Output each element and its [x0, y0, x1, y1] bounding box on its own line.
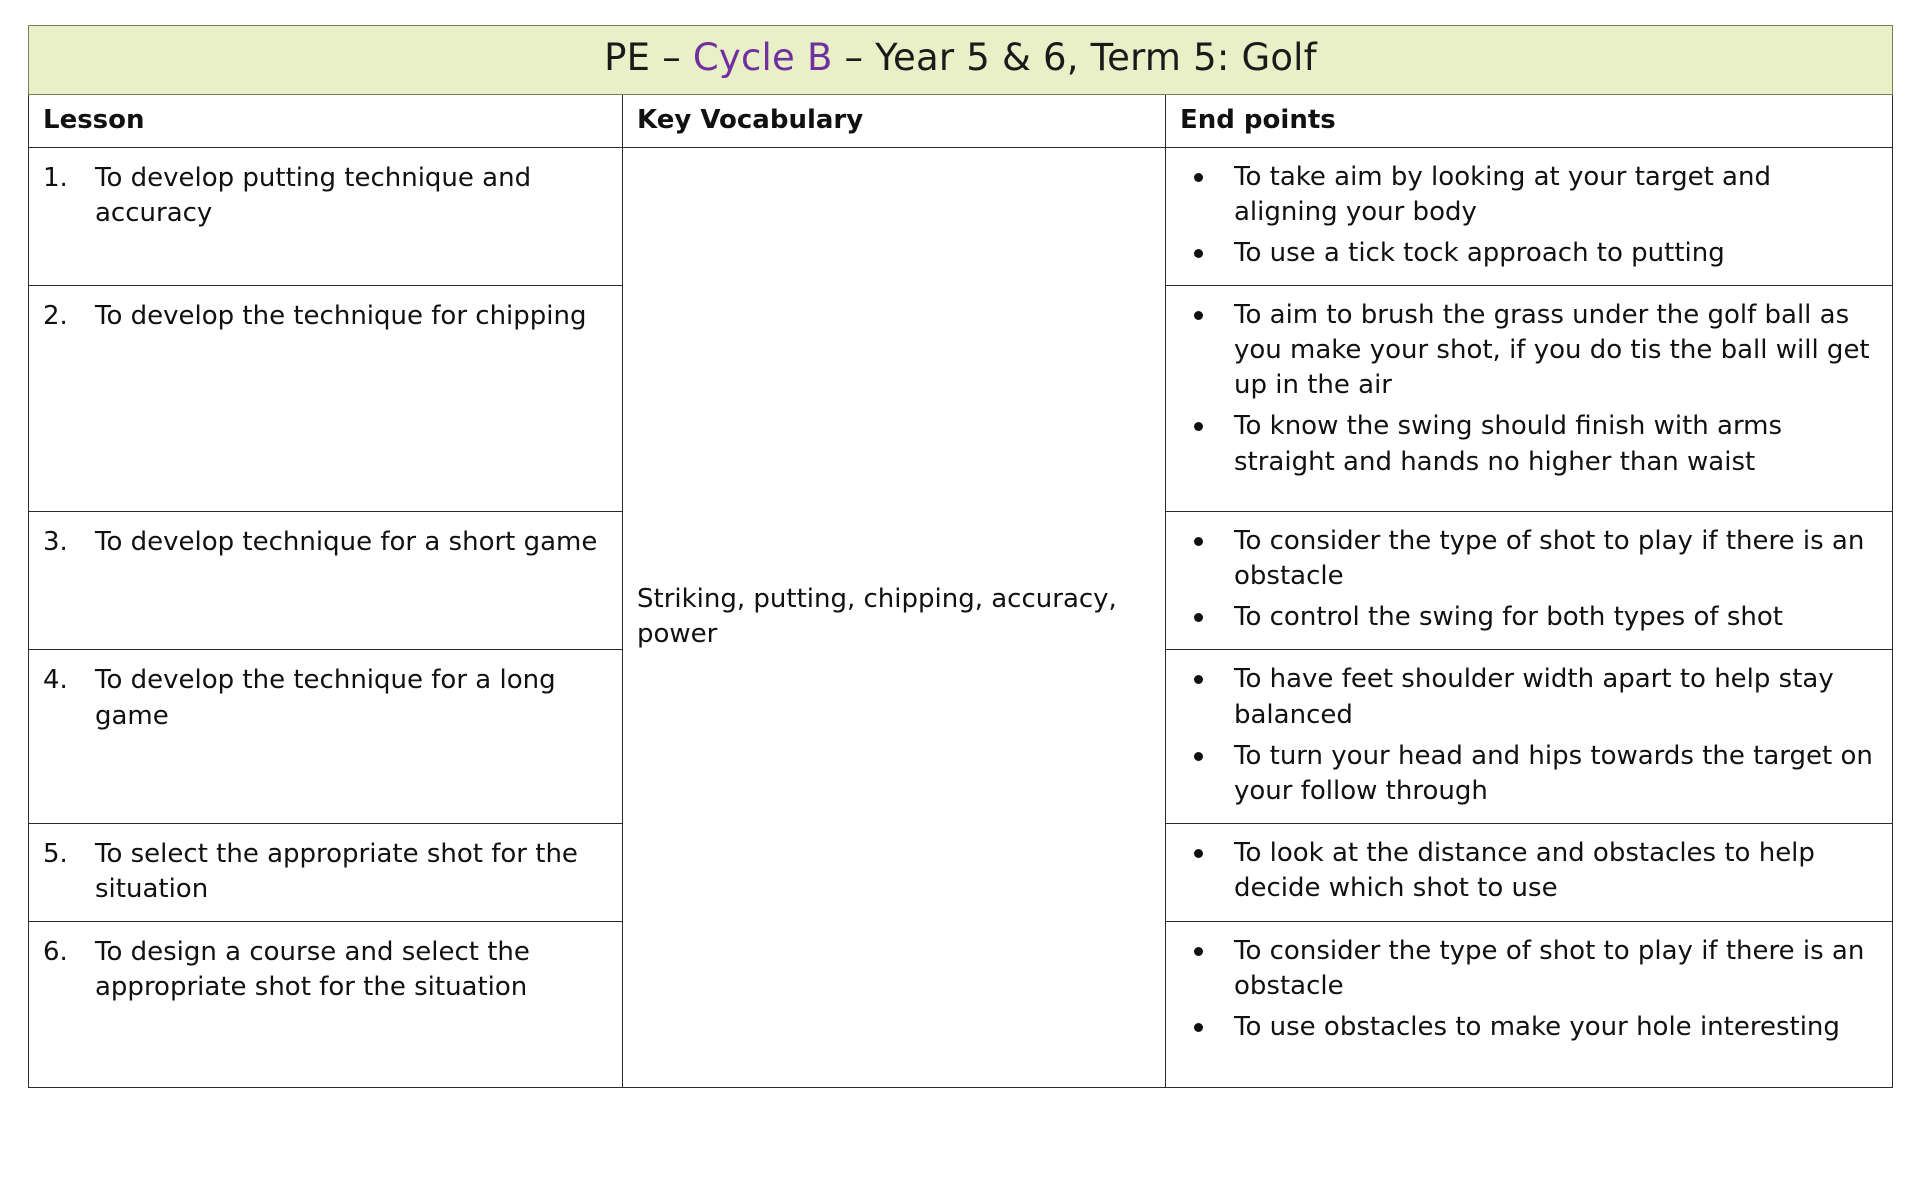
end-point-text: To aim to brush the grass under the golf ball as you make your shot, if you do tis the ball will get up in the air: [1234, 300, 1870, 401]
end-points-list-2: [1176, 298, 1874, 479]
bullet-icon: [1194, 249, 1203, 258]
lesson-number-5: 5.: [43, 838, 68, 869]
list-item: [1176, 662, 1874, 732]
end-points-list-6: [1176, 934, 1874, 1045]
lesson-number-3: 3.: [43, 527, 68, 558]
end-points-cell-5: [1166, 823, 1893, 921]
list-item: [1176, 298, 1874, 403]
end-points-list-3: [1176, 524, 1874, 635]
page-title: [604, 36, 1317, 79]
list-item: [1176, 600, 1874, 635]
bullet-icon: [1194, 613, 1203, 622]
bullet-icon: [1194, 675, 1203, 684]
end-point-text: To look at the distance and obstacles to help decide which shot to use: [1234, 837, 1815, 903]
end-points-cell-6: [1166, 921, 1893, 1087]
lesson-cell-1: [29, 147, 623, 285]
end-points-list-4: [1176, 662, 1874, 808]
lesson-number-4: 4.: [43, 665, 68, 696]
list-item: [1176, 934, 1874, 1004]
lesson-cell-2: [29, 286, 623, 512]
bullet-icon: [1194, 752, 1203, 761]
lesson-cell-5: [29, 823, 623, 921]
bullet-icon: [1194, 422, 1203, 431]
document-title-banner: [29, 26, 1893, 95]
end-point-text: To take aim by looking at your target and aligning your body: [1234, 161, 1771, 227]
list-item: [1176, 236, 1874, 271]
lesson-number-1: 1.: [43, 162, 68, 193]
end-points-cell-2: [1166, 286, 1893, 512]
lesson-number-6: 6.: [43, 936, 68, 967]
title-accent-cycle: Cycle B: [692, 36, 833, 79]
lesson-cell-4: [29, 650, 623, 823]
end-point-text: To use a tick tock approach to putting: [1234, 238, 1725, 269]
lesson-text-4: To develop the technique for a long game: [95, 665, 556, 731]
title-row: [29, 26, 1893, 95]
end-point-text: To have feet shoulder width apart to help stay balanced: [1234, 664, 1834, 730]
end-point-text: To consider the type of shot to play if there is an obstacle: [1234, 526, 1865, 592]
end-point-text: To consider the type of shot to play if there is an obstacle: [1234, 935, 1865, 1002]
title-prefix: PE –: [604, 36, 693, 79]
lesson-text-5: To select the appropriate shot for the situation: [95, 838, 578, 904]
bullet-icon: [1194, 1023, 1203, 1032]
column-header-row: [29, 94, 1893, 147]
list-item: [1176, 1010, 1874, 1045]
key-vocabulary-text: Striking, putting, chipping, accuracy, power: [637, 583, 1117, 650]
list-item: [1176, 409, 1874, 479]
lesson-text-1: To develop putting technique and accuracy: [95, 162, 532, 228]
table-row: [29, 147, 1893, 285]
lesson-text-6: To design a course and select the appropriate shot for the situation: [95, 936, 530, 1003]
end-point-text: To use obstacles to make your hole interesting: [1234, 1012, 1840, 1043]
lesson-cell-3: [29, 512, 623, 650]
lesson-cell-6: [29, 921, 623, 1087]
end-points-cell-1: [1166, 147, 1893, 285]
key-vocabulary-cell: [623, 147, 1166, 1087]
column-header-end-points: End points: [1166, 94, 1893, 147]
column-header-lesson: Lesson: [29, 94, 623, 147]
end-points-list-1: [1176, 160, 1874, 271]
end-points-cell-3: [1166, 512, 1893, 650]
list-item: [1176, 739, 1874, 809]
bullet-icon: [1194, 173, 1203, 182]
bullet-icon: [1194, 537, 1203, 546]
bullet-icon: [1194, 849, 1203, 858]
bullet-icon: [1194, 311, 1203, 320]
bullet-icon: [1194, 947, 1203, 956]
title-suffix: – Year 5 & 6, Term 5: Golf: [832, 36, 1317, 79]
column-header-key-vocabulary: Key Vocabulary: [623, 94, 1166, 147]
end-point-text: To turn your head and hips towards the target on your follow through: [1234, 740, 1873, 806]
end-point-text: To control the swing for both types of shot: [1234, 602, 1783, 633]
curriculum-table: [28, 25, 1893, 1088]
list-item: [1176, 524, 1874, 594]
lesson-text-2: To develop the technique for chipping: [95, 301, 587, 332]
end-points-list-5: [1176, 836, 1874, 906]
end-point-text: To know the swing should finish with arms straight and hands no higher than waist: [1234, 411, 1783, 477]
list-item: [1176, 160, 1874, 230]
list-item: [1176, 836, 1874, 906]
end-points-cell-4: [1166, 650, 1893, 823]
lesson-number-2: 2.: [43, 301, 68, 332]
lesson-text-3: To develop technique for a short game: [95, 527, 598, 558]
